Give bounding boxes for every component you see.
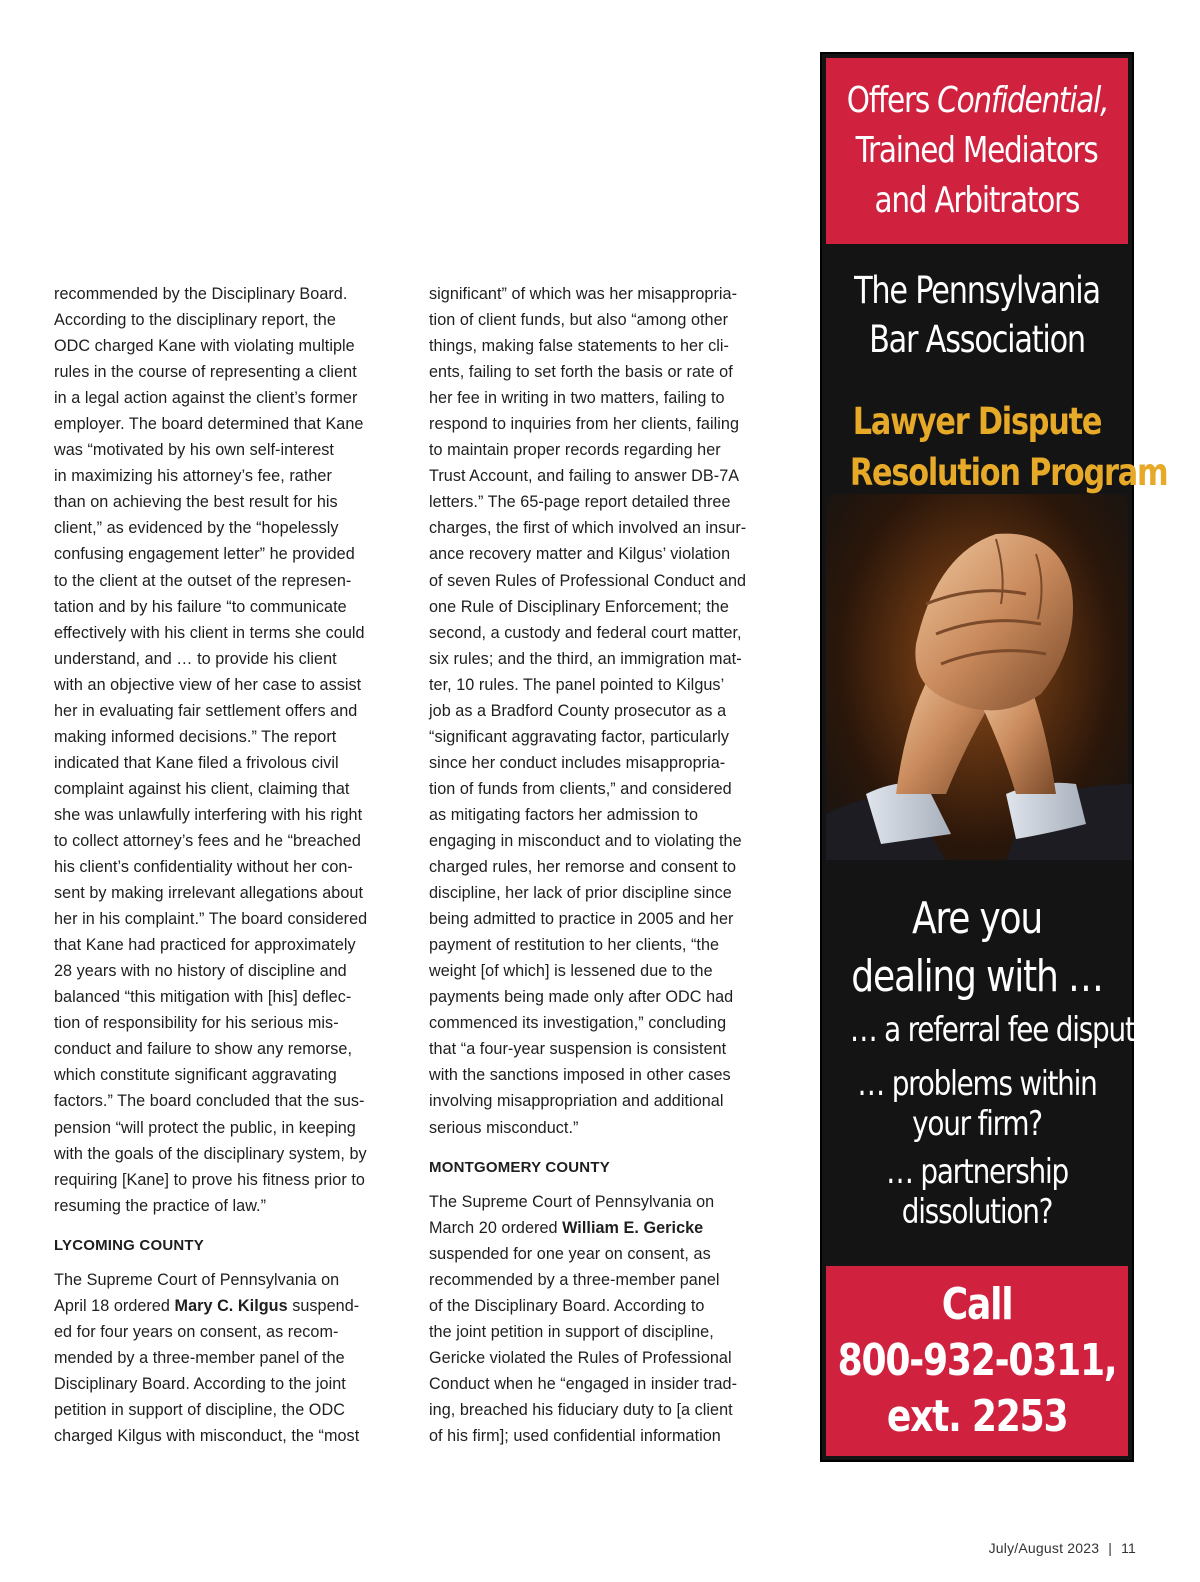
attorney-name-gericke: William E. Gericke: [562, 1218, 704, 1237]
text-line: weight [of which] is lessened due to the: [429, 962, 713, 981]
text-line: to collect attorney’s fees and he “breached: [54, 831, 361, 850]
text-line: petition in support of discipline, the ODC: [54, 1400, 345, 1419]
text-span: Offers: [846, 80, 937, 121]
text-line: [429, 1215, 769, 1241]
organization-name: [822, 266, 1132, 364]
text-line: The Pennsylvania: [854, 269, 1100, 312]
question-item: … a referral fee dispute?: [849, 1010, 1165, 1050]
text-line: making informed decisions.” The report: [54, 727, 337, 746]
text-line: According to the disciplinary report, the: [54, 311, 336, 330]
text-line: than on achieving the best result for his: [54, 493, 338, 512]
phone-number: 800-932-0311,: [837, 1335, 1117, 1386]
text-line: balanced “this mitigation with [his] deflec-: [54, 988, 352, 1007]
text-line: [54, 1293, 394, 1319]
kilgus-paragraph: [54, 1267, 394, 1449]
text-line: as mitigating factors her admission to: [429, 805, 699, 824]
text-line: job as a Bradford County prosecutor as a: [429, 701, 727, 720]
text-line: that “a four-year suspension is consistent: [429, 1040, 727, 1059]
text-line: ter, 10 rules. The panel pointed to Kilgus’: [429, 675, 725, 694]
text-line: respond to inquiries from her clients, failing: [429, 415, 740, 434]
page-footer: [989, 1540, 1136, 1556]
question-block: [822, 890, 1165, 1232]
ad-headline-line: [846, 76, 1108, 126]
text-line: of the Disciplinary Board. According to: [429, 1296, 705, 1315]
text-line: involving misappropriation and additional: [429, 1092, 724, 1111]
text-line: Disciplinary Board. According to the joint: [54, 1374, 346, 1393]
text-line: 28 years with no history of discipline and: [54, 962, 347, 981]
text-line: commenced its investigation,” concluding: [429, 1014, 727, 1033]
text-line: Trust Account, and failing to answer DB-7A: [429, 467, 740, 486]
text-line: second, a custody and federal court matter,: [429, 623, 742, 642]
text-line: being admitted to practice in 2005 and her: [429, 910, 734, 929]
text-line: to maintain proper records regarding her: [429, 441, 721, 460]
text-line: The Supreme Court of Pennsylvania on: [429, 1192, 715, 1211]
pba-advertisement: [820, 52, 1168, 1462]
text-line: tion of responsibility for his serious mis-: [54, 1014, 339, 1033]
text-span: April 18 ordered: [54, 1296, 175, 1315]
text-line: requiring [Kane] to prove his fitness prior to: [54, 1170, 365, 1189]
text-line: to the client at the outset of the represen-: [54, 571, 352, 590]
text-line: six rules; and the third, an immigration mat-: [429, 649, 742, 668]
question-item: … problems within: [857, 1064, 1097, 1104]
text-line: Are you: [911, 893, 1043, 944]
clasped-hands-photo: [826, 494, 1128, 860]
text-line: tion of client funds, but also “among other: [429, 311, 729, 330]
attorney-name-kilgus: Mary C. Kilgus: [174, 1296, 288, 1315]
text-line: payments being made only after ODC had: [429, 988, 734, 1007]
text-line: Call: [941, 1279, 1013, 1330]
text-line: significant” of which was her misappropria-: [429, 285, 738, 303]
kane-paragraph: [54, 281, 394, 1219]
issue-date: July/August 2023: [988, 1540, 1100, 1556]
kilgus-continuation-paragraph: [429, 281, 769, 1141]
text-line: factors.” The board concluded that the sus-: [54, 1092, 365, 1111]
text-line: sent by making irrelevant allegations about: [54, 884, 363, 903]
text-line: tation and by his failure “to communicate: [54, 597, 347, 616]
text-line: Resolution Program: [849, 451, 1168, 494]
text-line: the joint petition in support of discipline,: [429, 1322, 714, 1341]
text-span: March 20 ordered: [429, 1218, 563, 1237]
text-line: her in his complaint.” The board considered: [54, 910, 368, 929]
text-line: dealing with …: [851, 951, 1103, 1002]
text-line: indicated that Kane filed a frivolous civil: [54, 753, 339, 772]
text-line: effectively with his client in terms she could: [54, 623, 365, 642]
text-line: ance recovery matter and Kilgus’ violation: [429, 545, 731, 564]
text-line: her fee in writing in two matters, failing to: [429, 389, 725, 408]
question-item: your firm?: [912, 1104, 1042, 1144]
text-line: of seven Rules of Professional Conduct and: [429, 571, 747, 590]
text-line: in a legal action against the client’s former: [54, 389, 358, 408]
text-line: with the goals of the disciplinary system, by: [54, 1144, 367, 1163]
program-name: [822, 396, 1168, 498]
gericke-paragraph: [429, 1189, 769, 1449]
text-line: suspended for one year on consent, as: [429, 1244, 711, 1263]
text-line: with the sanctions imposed in other cases: [429, 1066, 731, 1085]
text-line: was “motivated by his own self-interest: [54, 441, 334, 460]
text-line: client,” as evidenced by the “hopelessly: [54, 519, 339, 538]
page-number: 11: [1121, 1540, 1136, 1556]
text-line: conduct and failure to show any remorse,: [54, 1040, 353, 1059]
text-line: engaging in misconduct and to violating the: [429, 831, 742, 850]
question-item: … partnership: [886, 1152, 1068, 1192]
text-line: resuming the practice of law.”: [54, 1196, 267, 1215]
text-line: understand, and … to provide his client: [54, 649, 337, 668]
text-span: Confidential,: [936, 80, 1108, 121]
text-line: charges, the first of which involved an insur-: [429, 519, 747, 538]
text-line: Conduct when he “engaged in insider trad-: [429, 1374, 738, 1393]
text-line: rules in the course of representing a client: [54, 363, 357, 382]
text-line: things, making false statements to her cli-: [429, 337, 729, 356]
text-line: her in evaluating fair settlement offers and: [54, 701, 358, 720]
ad-headline-block: [826, 58, 1128, 244]
text-line: his client’s confidentiality without her con-: [54, 858, 353, 877]
text-line: “significant aggravating factor, particularly: [429, 727, 730, 746]
clasped-hands-illustration: [826, 494, 1132, 860]
lycoming-county-heading: LYCOMING COUNTY: [54, 1236, 204, 1254]
ad-headline-line: and Arbitrators: [874, 180, 1080, 221]
text-line: with an objective view of her case to assist: [54, 675, 362, 694]
text-line: in maximizing his attorney’s fee, rather: [54, 467, 332, 486]
text-line: ing, breached his fiduciary duty to [a client: [429, 1400, 733, 1419]
montgomery-county-heading: MONTGOMERY COUNTY: [429, 1158, 610, 1176]
text-line: tion of funds from clients,” and considered: [429, 779, 732, 798]
text-line: pension “will protect the public, in keeping: [54, 1118, 356, 1137]
article-column-2: [429, 281, 769, 1449]
text-line: employer. The board determined that Kane: [54, 415, 364, 434]
text-line: complaint against his client, claiming that: [54, 779, 350, 798]
text-line: charged Kilgus with misconduct, the “most: [54, 1426, 360, 1445]
call-to-action-block: [826, 1266, 1128, 1456]
text-line: discipline, her lack of prior discipline since: [429, 884, 732, 903]
phone-extension: ext. 2253: [886, 1391, 1068, 1442]
text-span: suspend-: [287, 1296, 360, 1315]
text-line: payment of restitution to her clients, “the: [429, 936, 720, 955]
text-line: mended by a three-member panel of the: [54, 1348, 345, 1367]
text-line: of his firm]; used confidential information: [429, 1426, 721, 1445]
text-line: confusing engagement letter” he provided: [54, 545, 355, 564]
kilgus-paragraph-rest: [54, 1319, 394, 1449]
text-line: recommended by a three-member panel: [429, 1270, 720, 1289]
text-line: Gericke violated the Rules of Professional: [429, 1348, 732, 1367]
gericke-paragraph-rest: [429, 1241, 769, 1449]
footer-separator: |: [1108, 1540, 1113, 1556]
text-line: serious misconduct.”: [429, 1118, 579, 1137]
ad-headline-line: Trained Mediators: [855, 130, 1099, 171]
text-line: The Supreme Court of Pennsylvania on: [54, 1270, 340, 1289]
text-line: she was unlawfully interfering with his right: [54, 805, 363, 824]
text-line: letters.” The 65-page report detailed three: [429, 493, 731, 512]
text-line: one Rule of Disciplinary Enforcement; the: [429, 597, 729, 616]
question-item: dissolution?: [901, 1192, 1053, 1232]
text-line: since her conduct includes misappropria-: [429, 753, 726, 772]
text-line: Lawyer Dispute: [852, 400, 1102, 443]
article-column-1: [54, 281, 394, 1449]
text-line: ents, failing to set forth the basis or rate of: [429, 363, 733, 382]
text-line: ed for four years on consent, as recom-: [54, 1322, 339, 1341]
text-line: charged rules, her remorse and consent to: [429, 858, 737, 877]
text-line: ODC charged Kane with violating multiple: [54, 337, 355, 356]
text-line: that Kane had practiced for approximately: [54, 936, 356, 955]
text-line: recommended by the Disciplinary Board.: [54, 285, 348, 303]
text-line: which constitute significant aggravating: [54, 1066, 337, 1085]
text-line: Bar Association: [869, 318, 1085, 361]
